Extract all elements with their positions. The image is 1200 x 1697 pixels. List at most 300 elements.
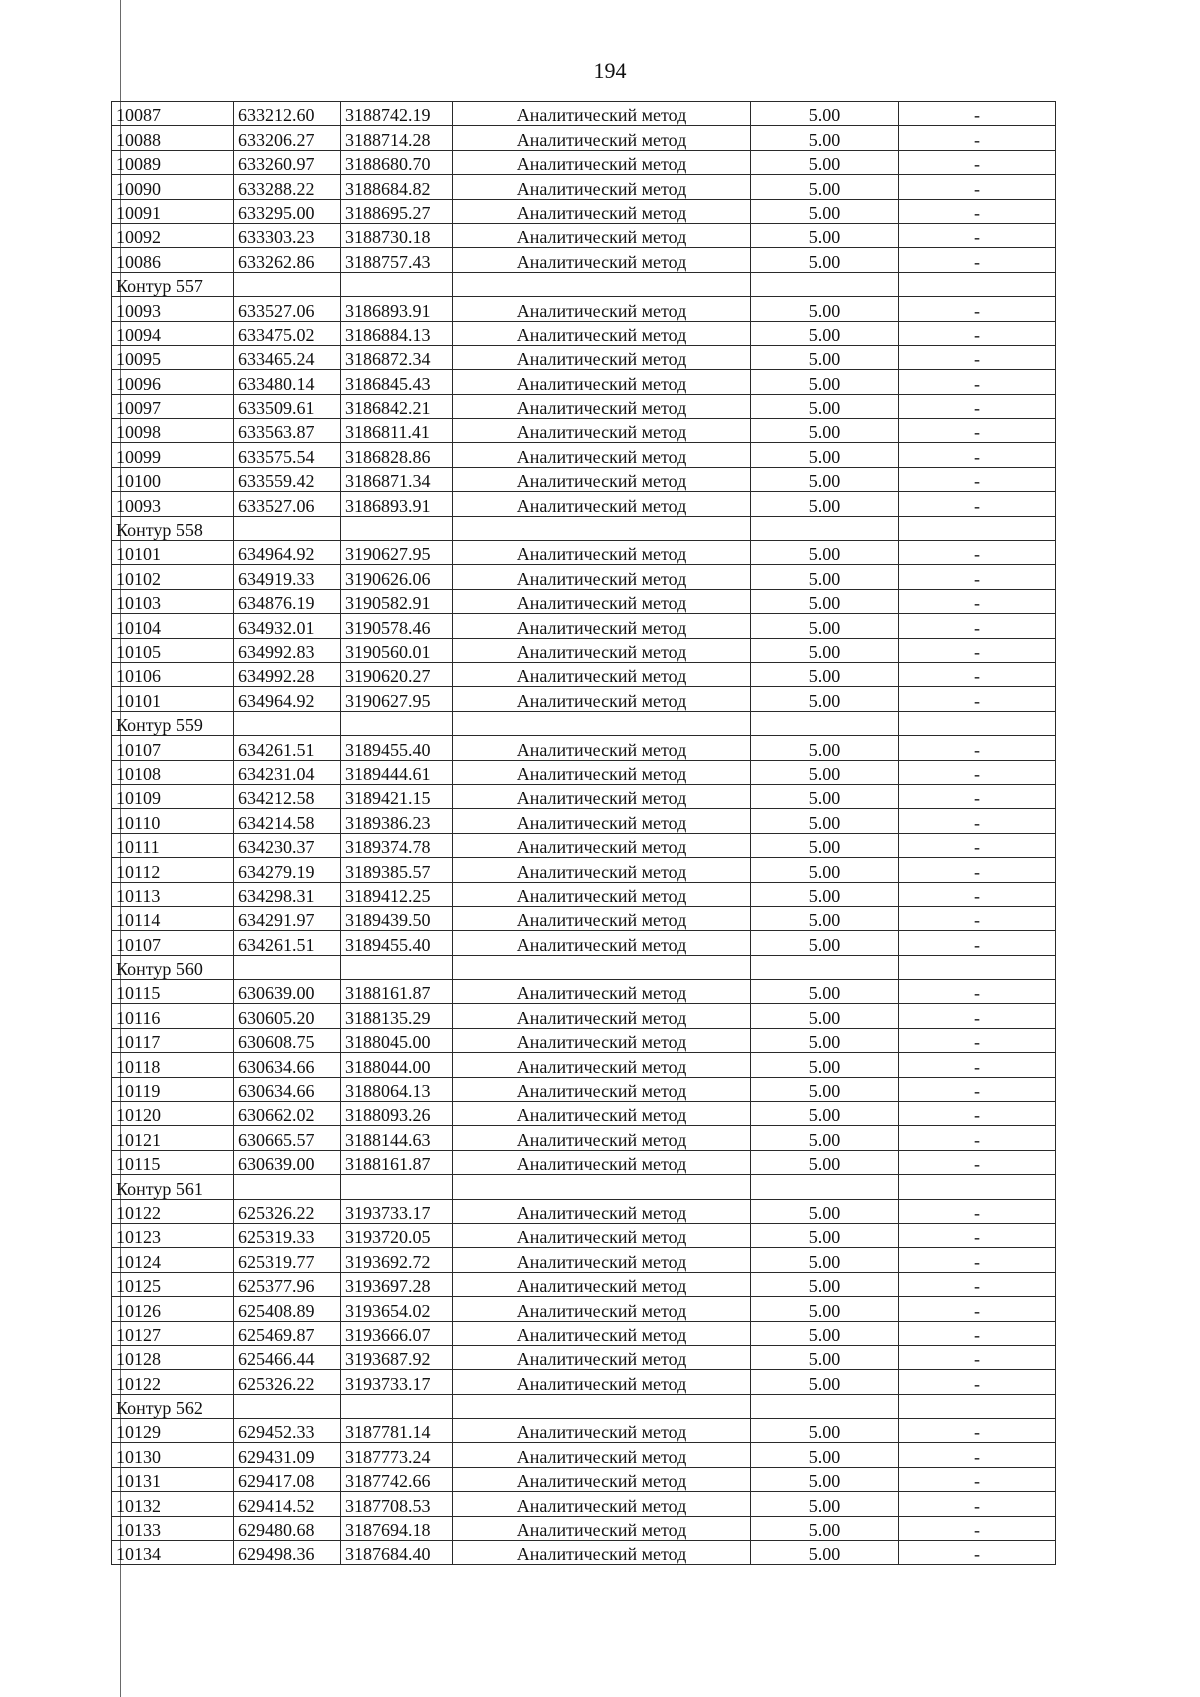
note-cell: - xyxy=(899,662,1056,686)
table-row xyxy=(112,345,1056,369)
empty-cell xyxy=(899,272,1056,296)
note-cell: - xyxy=(899,345,1056,369)
table-row xyxy=(112,1443,1056,1467)
note-cell: - xyxy=(899,102,1056,126)
method-cell: Аналитический метод xyxy=(453,736,751,760)
y-coordinate-cell: 3190578.46 xyxy=(341,614,453,638)
table-row xyxy=(112,492,1056,516)
point-id-cell: 10109 xyxy=(112,784,234,808)
x-coordinate-cell: 630639.00 xyxy=(234,1150,341,1174)
y-coordinate-cell: 3187684.40 xyxy=(341,1541,453,1565)
contour-header-row xyxy=(112,1394,1056,1418)
table-row xyxy=(112,931,1056,955)
table-row xyxy=(112,980,1056,1004)
precision-cell: 5.00 xyxy=(751,297,899,321)
point-id-cell: 10125 xyxy=(112,1272,234,1296)
precision-cell: 5.00 xyxy=(751,492,899,516)
precision-cell: 5.00 xyxy=(751,321,899,345)
note-cell: - xyxy=(899,638,1056,662)
precision-cell: 5.00 xyxy=(751,1028,899,1052)
table-row xyxy=(112,687,1056,711)
precision-cell: 5.00 xyxy=(751,1345,899,1369)
method-cell: Аналитический метод xyxy=(453,589,751,613)
method-cell: Аналитический метод xyxy=(453,1199,751,1223)
x-coordinate-cell: 633480.14 xyxy=(234,370,341,394)
y-coordinate-cell: 3193697.28 xyxy=(341,1272,453,1296)
precision-cell: 5.00 xyxy=(751,1321,899,1345)
table-row xyxy=(112,297,1056,321)
note-cell: - xyxy=(899,394,1056,418)
table-row xyxy=(112,1126,1056,1150)
point-id-cell: 10104 xyxy=(112,614,234,638)
y-coordinate-cell: 3193654.02 xyxy=(341,1297,453,1321)
point-id-cell: 10131 xyxy=(112,1467,234,1491)
precision-cell: 5.00 xyxy=(751,467,899,491)
empty-cell xyxy=(341,711,453,735)
y-coordinate-cell: 3193733.17 xyxy=(341,1199,453,1223)
method-cell: Аналитический метод xyxy=(453,638,751,662)
precision-cell: 5.00 xyxy=(751,1126,899,1150)
note-cell: - xyxy=(899,906,1056,930)
method-cell: Аналитический метод xyxy=(453,614,751,638)
precision-cell: 5.00 xyxy=(751,687,899,711)
empty-cell xyxy=(751,272,899,296)
precision-cell: 5.00 xyxy=(751,1077,899,1101)
note-cell: - xyxy=(899,736,1056,760)
precision-cell: 5.00 xyxy=(751,345,899,369)
precision-cell: 5.00 xyxy=(751,150,899,174)
method-cell: Аналитический метод xyxy=(453,1345,751,1369)
empty-cell xyxy=(453,272,751,296)
table-row xyxy=(112,223,1056,247)
note-cell: - xyxy=(899,882,1056,906)
table-row xyxy=(112,565,1056,589)
note-cell: - xyxy=(899,931,1056,955)
method-cell: Аналитический метод xyxy=(453,1443,751,1467)
x-coordinate-cell: 633527.06 xyxy=(234,492,341,516)
note-cell: - xyxy=(899,150,1056,174)
empty-cell xyxy=(234,711,341,735)
contour-label: Контур 561 xyxy=(112,1175,234,1199)
x-coordinate-cell: 625326.22 xyxy=(234,1199,341,1223)
x-coordinate-cell: 634876.19 xyxy=(234,589,341,613)
y-coordinate-cell: 3186893.91 xyxy=(341,492,453,516)
method-cell: Аналитический метод xyxy=(453,248,751,272)
x-coordinate-cell: 634919.33 xyxy=(234,565,341,589)
x-coordinate-cell: 634214.58 xyxy=(234,809,341,833)
table-row xyxy=(112,1150,1056,1174)
empty-cell xyxy=(234,1394,341,1418)
x-coordinate-cell: 633475.02 xyxy=(234,321,341,345)
point-id-cell: 10114 xyxy=(112,906,234,930)
method-cell: Аналитический метод xyxy=(453,345,751,369)
x-coordinate-cell: 625377.96 xyxy=(234,1272,341,1296)
point-id-cell: 10121 xyxy=(112,1126,234,1150)
point-id-cell: 10089 xyxy=(112,150,234,174)
point-id-cell: 10106 xyxy=(112,662,234,686)
y-coordinate-cell: 3189455.40 xyxy=(341,736,453,760)
method-cell: Аналитический метод xyxy=(453,882,751,906)
table-row xyxy=(112,1199,1056,1223)
method-cell: Аналитический метод xyxy=(453,394,751,418)
point-id-cell: 10120 xyxy=(112,1102,234,1126)
note-cell: - xyxy=(899,1443,1056,1467)
table-row xyxy=(112,1297,1056,1321)
table-row xyxy=(112,1467,1056,1491)
empty-cell xyxy=(751,955,899,979)
note-cell: - xyxy=(899,1248,1056,1272)
precision-cell: 5.00 xyxy=(751,760,899,784)
method-cell: Аналитический метод xyxy=(453,687,751,711)
note-cell: - xyxy=(899,297,1056,321)
x-coordinate-cell: 634298.31 xyxy=(234,882,341,906)
method-cell: Аналитический метод xyxy=(453,809,751,833)
point-id-cell: 10132 xyxy=(112,1492,234,1516)
point-id-cell: 10097 xyxy=(112,394,234,418)
y-coordinate-cell: 3188730.18 xyxy=(341,223,453,247)
point-id-cell: 10087 xyxy=(112,102,234,126)
point-id-cell: 10124 xyxy=(112,1248,234,1272)
x-coordinate-cell: 629414.52 xyxy=(234,1492,341,1516)
contour-header-row xyxy=(112,711,1056,735)
method-cell: Аналитический метод xyxy=(453,980,751,1004)
note-cell: - xyxy=(899,809,1056,833)
method-cell: Аналитический метод xyxy=(453,1541,751,1565)
y-coordinate-cell: 3188093.26 xyxy=(341,1102,453,1126)
x-coordinate-cell: 629480.68 xyxy=(234,1516,341,1540)
precision-cell: 5.00 xyxy=(751,126,899,150)
point-id-cell: 10122 xyxy=(112,1199,234,1223)
x-coordinate-cell: 625408.89 xyxy=(234,1297,341,1321)
empty-cell xyxy=(899,955,1056,979)
point-id-cell: 10099 xyxy=(112,443,234,467)
note-cell: - xyxy=(899,443,1056,467)
contour-label: Контур 560 xyxy=(112,955,234,979)
y-coordinate-cell: 3186884.13 xyxy=(341,321,453,345)
note-cell: - xyxy=(899,1321,1056,1345)
point-id-cell: 10098 xyxy=(112,419,234,443)
precision-cell: 5.00 xyxy=(751,175,899,199)
note-cell: - xyxy=(899,492,1056,516)
method-cell: Аналитический метод xyxy=(453,297,751,321)
method-cell: Аналитический метод xyxy=(453,662,751,686)
method-cell: Аналитический метод xyxy=(453,1321,751,1345)
note-cell: - xyxy=(899,1297,1056,1321)
y-coordinate-cell: 3188680.70 xyxy=(341,150,453,174)
table-row xyxy=(112,443,1056,467)
table-row xyxy=(112,1370,1056,1394)
note-cell: - xyxy=(899,370,1056,394)
y-coordinate-cell: 3186893.91 xyxy=(341,297,453,321)
point-id-cell: 10130 xyxy=(112,1443,234,1467)
method-cell: Аналитический метод xyxy=(453,833,751,857)
precision-cell: 5.00 xyxy=(751,1053,899,1077)
table-row xyxy=(112,882,1056,906)
contour-header-row xyxy=(112,516,1056,540)
precision-cell: 5.00 xyxy=(751,784,899,808)
point-id-cell: 10095 xyxy=(112,345,234,369)
precision-cell: 5.00 xyxy=(751,443,899,467)
point-id-cell: 10129 xyxy=(112,1419,234,1443)
note-cell: - xyxy=(899,1150,1056,1174)
y-coordinate-cell: 3187773.24 xyxy=(341,1443,453,1467)
note-cell: - xyxy=(899,1516,1056,1540)
point-id-cell: 10096 xyxy=(112,370,234,394)
x-coordinate-cell: 633527.06 xyxy=(234,297,341,321)
y-coordinate-cell: 3188064.13 xyxy=(341,1077,453,1101)
y-coordinate-cell: 3189439.50 xyxy=(341,906,453,930)
method-cell: Аналитический метод xyxy=(453,175,751,199)
table-row xyxy=(112,321,1056,345)
empty-cell xyxy=(899,516,1056,540)
point-id-cell: 10088 xyxy=(112,126,234,150)
x-coordinate-cell: 630665.57 xyxy=(234,1126,341,1150)
x-coordinate-cell: 625319.33 xyxy=(234,1223,341,1247)
contour-label: Контур 562 xyxy=(112,1394,234,1418)
note-cell: - xyxy=(899,589,1056,613)
method-cell: Аналитический метод xyxy=(453,1492,751,1516)
point-id-cell: 10116 xyxy=(112,1004,234,1028)
precision-cell: 5.00 xyxy=(751,1199,899,1223)
x-coordinate-cell: 630634.66 xyxy=(234,1077,341,1101)
point-id-cell: 10128 xyxy=(112,1345,234,1369)
x-coordinate-cell: 633465.24 xyxy=(234,345,341,369)
point-id-cell: 10103 xyxy=(112,589,234,613)
table-row xyxy=(112,858,1056,882)
method-cell: Аналитический метод xyxy=(453,858,751,882)
table-row xyxy=(112,784,1056,808)
method-cell: Аналитический метод xyxy=(453,1248,751,1272)
note-cell: - xyxy=(899,1053,1056,1077)
y-coordinate-cell: 3190560.01 xyxy=(341,638,453,662)
precision-cell: 5.00 xyxy=(751,370,899,394)
empty-cell xyxy=(899,1175,1056,1199)
empty-cell xyxy=(234,1175,341,1199)
method-cell: Аналитический метод xyxy=(453,1516,751,1540)
table-row xyxy=(112,614,1056,638)
note-cell: - xyxy=(899,565,1056,589)
note-cell: - xyxy=(899,760,1056,784)
table-row xyxy=(112,1248,1056,1272)
point-id-cell: 10113 xyxy=(112,882,234,906)
x-coordinate-cell: 629431.09 xyxy=(234,1443,341,1467)
table-row xyxy=(112,809,1056,833)
table-row xyxy=(112,833,1056,857)
table-row xyxy=(112,1272,1056,1296)
point-id-cell: 10117 xyxy=(112,1028,234,1052)
table-row xyxy=(112,1541,1056,1565)
x-coordinate-cell: 634261.51 xyxy=(234,736,341,760)
method-cell: Аналитический метод xyxy=(453,1297,751,1321)
point-id-cell: 10118 xyxy=(112,1053,234,1077)
y-coordinate-cell: 3186842.21 xyxy=(341,394,453,418)
precision-cell: 5.00 xyxy=(751,419,899,443)
y-coordinate-cell: 3189444.61 xyxy=(341,760,453,784)
method-cell: Аналитический метод xyxy=(453,223,751,247)
point-id-cell: 10119 xyxy=(112,1077,234,1101)
point-id-cell: 10100 xyxy=(112,467,234,491)
precision-cell: 5.00 xyxy=(751,833,899,857)
x-coordinate-cell: 629417.08 xyxy=(234,1467,341,1491)
x-coordinate-cell: 633262.86 xyxy=(234,248,341,272)
table-row xyxy=(112,662,1056,686)
point-id-cell: 10094 xyxy=(112,321,234,345)
point-id-cell: 10127 xyxy=(112,1321,234,1345)
table-row xyxy=(112,541,1056,565)
note-cell: - xyxy=(899,1199,1056,1223)
precision-cell: 5.00 xyxy=(751,662,899,686)
y-coordinate-cell: 3188144.63 xyxy=(341,1126,453,1150)
precision-cell: 5.00 xyxy=(751,1248,899,1272)
y-coordinate-cell: 3189385.57 xyxy=(341,858,453,882)
table-row xyxy=(112,1419,1056,1443)
contour-label: Контур 558 xyxy=(112,516,234,540)
empty-cell xyxy=(234,516,341,540)
table-row xyxy=(112,1223,1056,1247)
x-coordinate-cell: 634964.92 xyxy=(234,687,341,711)
table-row xyxy=(112,736,1056,760)
precision-cell: 5.00 xyxy=(751,589,899,613)
method-cell: Аналитический метод xyxy=(453,1077,751,1101)
precision-cell: 5.00 xyxy=(751,1272,899,1296)
y-coordinate-cell: 3189386.23 xyxy=(341,809,453,833)
x-coordinate-cell: 629498.36 xyxy=(234,1541,341,1565)
empty-cell xyxy=(899,711,1056,735)
x-coordinate-cell: 625326.22 xyxy=(234,1370,341,1394)
method-cell: Аналитический метод xyxy=(453,1126,751,1150)
precision-cell: 5.00 xyxy=(751,1370,899,1394)
note-cell: - xyxy=(899,1028,1056,1052)
point-id-cell: 10090 xyxy=(112,175,234,199)
table-row xyxy=(112,638,1056,662)
precision-cell: 5.00 xyxy=(751,199,899,223)
table-row xyxy=(112,102,1056,126)
empty-cell xyxy=(751,1394,899,1418)
method-cell: Аналитический метод xyxy=(453,321,751,345)
empty-cell xyxy=(899,1394,1056,1418)
empty-cell xyxy=(341,1394,453,1418)
precision-cell: 5.00 xyxy=(751,394,899,418)
x-coordinate-cell: 630605.20 xyxy=(234,1004,341,1028)
precision-cell: 5.00 xyxy=(751,809,899,833)
empty-cell xyxy=(453,516,751,540)
method-cell: Аналитический метод xyxy=(453,150,751,174)
point-id-cell: 10126 xyxy=(112,1297,234,1321)
method-cell: Аналитический метод xyxy=(453,443,751,467)
y-coordinate-cell: 3188161.87 xyxy=(341,980,453,1004)
y-coordinate-cell: 3193666.07 xyxy=(341,1321,453,1345)
precision-cell: 5.00 xyxy=(751,1297,899,1321)
y-coordinate-cell: 3186845.43 xyxy=(341,370,453,394)
method-cell: Аналитический метод xyxy=(453,1053,751,1077)
empty-cell xyxy=(751,711,899,735)
note-cell: - xyxy=(899,784,1056,808)
empty-cell xyxy=(453,711,751,735)
empty-cell xyxy=(341,955,453,979)
x-coordinate-cell: 634964.92 xyxy=(234,541,341,565)
y-coordinate-cell: 3190627.95 xyxy=(341,541,453,565)
method-cell: Аналитический метод xyxy=(453,102,751,126)
precision-cell: 5.00 xyxy=(751,638,899,662)
table-row xyxy=(112,467,1056,491)
point-id-cell: 10102 xyxy=(112,565,234,589)
precision-cell: 5.00 xyxy=(751,1150,899,1174)
note-cell: - xyxy=(899,1370,1056,1394)
method-cell: Аналитический метод xyxy=(453,565,751,589)
note-cell: - xyxy=(899,248,1056,272)
y-coordinate-cell: 3186871.34 xyxy=(341,467,453,491)
empty-cell xyxy=(453,1175,751,1199)
empty-cell xyxy=(234,955,341,979)
precision-cell: 5.00 xyxy=(751,541,899,565)
table-row xyxy=(112,1345,1056,1369)
point-id-cell: 10134 xyxy=(112,1541,234,1565)
point-id-cell: 10123 xyxy=(112,1223,234,1247)
method-cell: Аналитический метод xyxy=(453,784,751,808)
x-coordinate-cell: 625319.77 xyxy=(234,1248,341,1272)
point-id-cell: 10101 xyxy=(112,687,234,711)
table-row xyxy=(112,906,1056,930)
empty-cell xyxy=(751,1175,899,1199)
x-coordinate-cell: 630608.75 xyxy=(234,1028,341,1052)
precision-cell: 5.00 xyxy=(751,565,899,589)
x-coordinate-cell: 634992.83 xyxy=(234,638,341,662)
method-cell: Аналитический метод xyxy=(453,1223,751,1247)
x-coordinate-cell: 634212.58 xyxy=(234,784,341,808)
note-cell: - xyxy=(899,1223,1056,1247)
x-coordinate-cell: 634261.51 xyxy=(234,931,341,955)
table-row xyxy=(112,760,1056,784)
method-cell: Аналитический метод xyxy=(453,199,751,223)
y-coordinate-cell: 3193733.17 xyxy=(341,1370,453,1394)
note-cell: - xyxy=(899,1077,1056,1101)
empty-cell xyxy=(234,272,341,296)
x-coordinate-cell: 633212.60 xyxy=(234,102,341,126)
precision-cell: 5.00 xyxy=(751,906,899,930)
empty-cell xyxy=(341,1175,453,1199)
precision-cell: 5.00 xyxy=(751,858,899,882)
y-coordinate-cell: 3188044.00 xyxy=(341,1053,453,1077)
y-coordinate-cell: 3193692.72 xyxy=(341,1248,453,1272)
precision-cell: 5.00 xyxy=(751,882,899,906)
method-cell: Аналитический метод xyxy=(453,126,751,150)
method-cell: Аналитический метод xyxy=(453,1467,751,1491)
point-id-cell: 10101 xyxy=(112,541,234,565)
page-number: 194 xyxy=(593,58,627,83)
x-coordinate-cell: 633303.23 xyxy=(234,223,341,247)
method-cell: Аналитический метод xyxy=(453,1150,751,1174)
y-coordinate-cell: 3188045.00 xyxy=(341,1028,453,1052)
x-coordinate-cell: 629452.33 xyxy=(234,1419,341,1443)
note-cell: - xyxy=(899,467,1056,491)
precision-cell: 5.00 xyxy=(751,980,899,1004)
contour-header-row xyxy=(112,272,1056,296)
note-cell: - xyxy=(899,1126,1056,1150)
table-row xyxy=(112,175,1056,199)
method-cell: Аналитический метод xyxy=(453,931,751,955)
y-coordinate-cell: 3188742.19 xyxy=(341,102,453,126)
point-id-cell: 10093 xyxy=(112,297,234,321)
method-cell: Аналитический метод xyxy=(453,541,751,565)
y-coordinate-cell: 3186872.34 xyxy=(341,345,453,369)
y-coordinate-cell: 3189374.78 xyxy=(341,833,453,857)
method-cell: Аналитический метод xyxy=(453,1102,751,1126)
x-coordinate-cell: 633288.22 xyxy=(234,175,341,199)
table-row xyxy=(112,1492,1056,1516)
method-cell: Аналитический метод xyxy=(453,1272,751,1296)
method-cell: Аналитический метод xyxy=(453,419,751,443)
x-coordinate-cell: 634230.37 xyxy=(234,833,341,857)
